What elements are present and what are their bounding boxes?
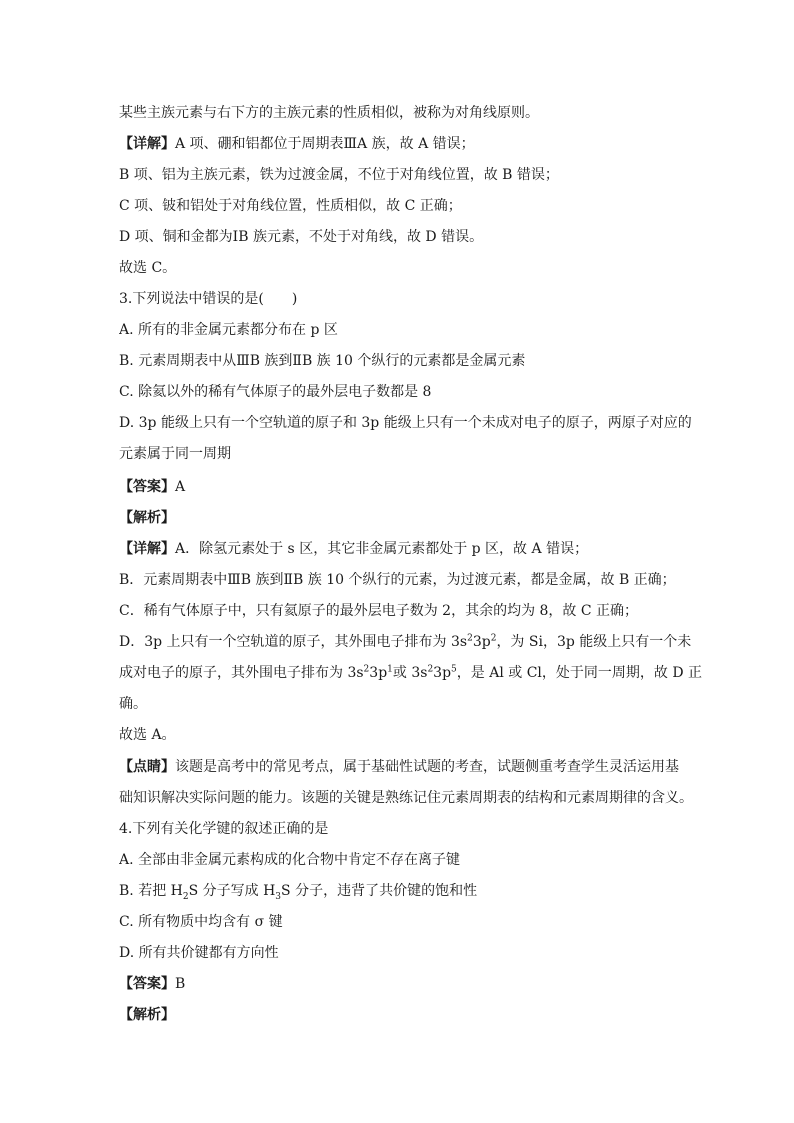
question-4-stem: 4.下列有关化学键的叙述正确的是 xyxy=(119,821,329,837)
text-line-16: B．元素周期表中ⅢB 族到ⅡB 族 10 个纵行的元素，为过渡元素，都是金属，故 B 正确； xyxy=(119,572,676,588)
text-line-21: 故选 A。 xyxy=(119,727,176,743)
text-line-20: 确。 xyxy=(119,696,147,712)
question-3-option-c: C. 除氦以外的稀有气体原子的最外层电子数都是 8 xyxy=(119,384,432,400)
question-4-option-b: B. 若把 $H_2S$ 分子写成 $H_3S$ 分子，违背了共价键的饱和性 xyxy=(119,883,478,900)
text-line-2: 【详解】A 项、硼和铝都位于周期表ⅢA 族，故 A 错误； xyxy=(119,136,475,152)
text-line-23: 础知识解决实际问题的能力。该题的关键是熟练记住元素周期表的结构和元素周期律的含义。 xyxy=(119,790,693,806)
question-4-option-d: D. 所有共价键都有方向性 xyxy=(119,945,279,961)
question-3-analysis-heading: 【解析】 xyxy=(119,510,175,526)
question-3-option-a: A. 所有的非金属元素都分布在 p 区 xyxy=(119,322,338,338)
question-3-option-b: B. 元素周期表中从ⅢB 族到ⅡB 族 10 个纵行的元素都是金属元素 xyxy=(119,353,526,369)
question-3-option-d-cont: 元素属于同一周期 xyxy=(119,446,231,462)
text-line-6: 故选 C。 xyxy=(119,260,177,276)
question-3-stem: 3.下列说法中错误的是( ) xyxy=(119,291,298,307)
question-4-option-a: A. 全部由非金属元素构成的化合物中肯定不存在离子键 xyxy=(119,852,461,868)
text-line-4: C 项、铍和铝处于对角线位置，性质相似，故 C 正确； xyxy=(119,198,462,214)
text-line-22: 【点睛】该题是高考中的常见考点，属于基础性试题的考查，试题侧重考查学生灵活运用基 xyxy=(119,759,679,775)
question-3-option-d: D. 3p 能级上只有一个空轨道的原子和 3p 能级上只有一个未成对电子的原子，两原子对应的 xyxy=(119,415,692,431)
text-line-17: C．稀有气体原子中，只有氦原子的最外层电子数为 2，其余的均为 8，故 C 正确； xyxy=(119,603,639,619)
text-line-3: B 项、铝为主族元素，铁为过渡金属，不位于对角线位置，故 B 错误； xyxy=(119,167,559,183)
text-line-5: D 项、铜和金都为ⅠB 族元素，不处于对角线，故 D 错误。 xyxy=(119,229,484,245)
text-line-15: 【详解】A．除氢元素处于 s 区，其它非金属元素都处于 p 区，故 A 错误； xyxy=(119,541,589,557)
text-line-18: D．3p 上只有一个空轨道的原子，其外围电子排布为 $3s^23p^2$，为 Si，3p 能级上只有一个未 xyxy=(119,633,692,650)
text-line-19: 成对电子的原子，其外围电子排布为 $3s^23p^1$或 $3s^23p^5$，是 Al 或 Cl，处于同一周期，故 D 正 xyxy=(119,664,703,681)
question-3-answer: 【答案】A xyxy=(119,479,186,495)
text-line-1: 某些主族元素与右下方的主族元素的性质相似，被称为对角线原则。 xyxy=(119,105,539,121)
question-4-option-c: C. 所有物质中均含有 σ 键 xyxy=(119,914,283,930)
question-4-analysis-heading: 【解析】 xyxy=(119,1007,175,1023)
question-4-answer: 【答案】B xyxy=(119,976,186,992)
